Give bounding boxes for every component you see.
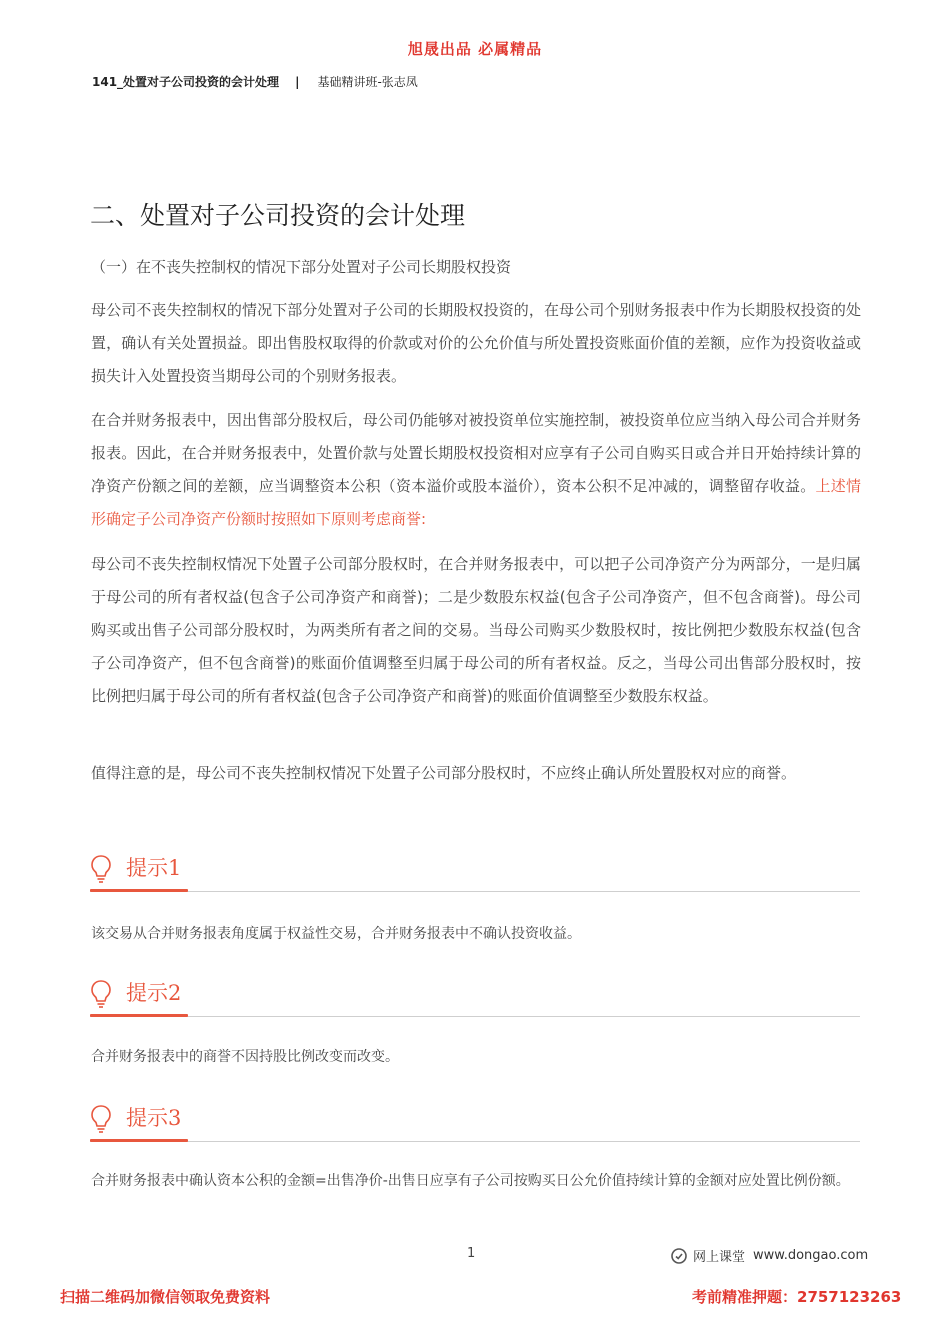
bottom-promo-left: 扫描二维码加微信领取免费资料 [60,1288,271,1306]
paragraph-2 [91,404,861,536]
tip-1-underline [90,889,188,892]
top-banner: 旭晟出品 必属精品 [407,40,543,58]
section-title: 二、处置对子公司投资的会计处理 [90,201,466,230]
tip-2-label: 提示2 [126,981,182,1005]
tip-3-text: 合并财务报表中确认资本公积的金额=出售净价-出售日应享有子公司按购买日公允价值持续计算的金额对应处置比例份额。 [91,1173,850,1189]
tip-2-text: 合并财务报表中的商誉不因持股比例改变而改变。 [91,1049,399,1065]
tip-1-label: 提示1 [126,856,182,880]
tip-2-underline [90,1014,188,1017]
footer-domain[interactable]: www.dongao.com [753,1248,869,1263]
tip-3-underline [90,1139,188,1142]
page-number: 1 [467,1246,476,1261]
paragraph-1: 母公司不丧失控制权的情况下部分处置对子公司的长期股权投资的，在母公司个别财务报表中作为长期股权投资的处置，确认有关处置损益。即出售股权取得的价款或对价的公允价值与所处置投资账面价值的差额，应作为投资收益或损失计入处置投资当期母公司的个别财务报表。 [91,301,861,385]
lightbulb-icon [90,979,112,1009]
section-subtitle: （一）在不丧失控制权的情况下部分处置对子公司长期股权投资 [91,258,512,276]
lesson-header [92,73,418,90]
paragraph-2-highlight: 上述情形确定子公司净资产份额时按照如下原则考虑商誉: [91,477,861,528]
paragraph-2-text: 在合并财务报表中，因出售部分股权后，母公司仍能够对被投资单位实施控制，被投资单位应当纳入母公司合并财务报表。因此，在合并财务报表中，处置价款与处置长期股权投资相对应享有子公司自购买日或合并日开始持续计算的净资产份额之间的差额，应当调整资本公积（资本溢价或股本溢价），资本公积不足冲减的，调整留存收益。 [91,411,861,495]
footer-brand-name: 网上课堂 [693,1250,746,1265]
paragraph-3: 母公司不丧失控制权情况下处置子公司部分股权时，在合并财务报表中，可以把子公司净资产分为两部分，一是归属于母公司的所有者权益(包含子公司净资产和商誉)；二是少数股东权益(包含子公司净资产，但不包含商誉)。母公司购买或出售子公司部分股权时，为两类所有者之间的交易。当母公司购买少数股权时，按比例把少数股东权益(包含子公司净资产，但不包含商誉)的账面价值调整至归属于母公司的所有者权益。反之，当母公司出售部分股权时，按比例把归属于母公司的所有者权益(包含子公司净资产和商誉)的账面价值调整至少数股东权益。 [91,555,861,705]
footer-brand[interactable] [671,1246,868,1265]
header-separator: | [295,74,300,89]
bottom-promo-right: 考前精准押题：2757123263 [692,1288,902,1306]
lesson-title: 141_处置对子公司投资的会计处理 [92,75,280,89]
tip-1-text: 该交易从合并财务报表角度属于权益性交易，合并财务报表中不确认投资收益。 [91,926,581,942]
dongao-logo-icon [671,1248,687,1264]
lightbulb-icon [90,1104,112,1134]
tip-1-header [90,852,860,892]
tip-3-divider [90,1141,860,1142]
tip-3-label: 提示3 [126,1106,182,1130]
paragraph-4: 值得注意的是，母公司不丧失控制权情况下处置子公司部分股权时，不应终止确认所处置股权对应的商誉。 [91,764,797,782]
tip-3-header [90,1102,860,1142]
course-name: 基础精讲班-张志凤 [317,75,418,89]
tip-2-header [90,977,860,1017]
lightbulb-icon [90,854,112,884]
tip-2-divider [90,1016,860,1017]
tip-1-divider [90,891,860,892]
